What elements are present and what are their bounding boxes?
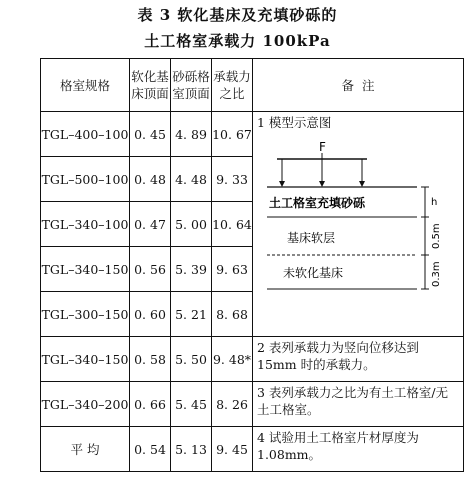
- cell-ratio: 9. 63: [212, 247, 253, 292]
- note-1: 1 模型示意图: [257, 115, 332, 130]
- note-3: 3 表列承载力之比为有土工格室/无土工格室。: [253, 382, 464, 427]
- table-row: [41, 382, 464, 427]
- table-title-line2: 土工格室承载力 100kPa: [144, 32, 331, 50]
- cell-gravel-cell: 5. 39: [171, 247, 212, 292]
- cell-soft-base: 0. 66: [130, 382, 171, 427]
- note-4: 4 试验用土工格室片材厚度为 1.08mm。: [253, 427, 464, 472]
- layer-soft-label: 基床软层: [287, 231, 336, 245]
- cell-gravel-cell: 5. 21: [171, 292, 212, 337]
- cell-spec: TGL–340–100: [41, 202, 130, 247]
- dim-05m-label: 0.5m: [431, 223, 442, 249]
- header-spec: 格室规格: [41, 59, 130, 112]
- cell-spec: TGL–400–100: [41, 112, 130, 157]
- cell-soft-base: 0. 47: [130, 202, 171, 247]
- cell-ratio: 10. 64: [212, 202, 253, 247]
- cell-ratio: 9. 48*: [212, 337, 253, 382]
- cell-soft-base: 0. 56: [130, 247, 171, 292]
- cell-spec: TGL–500–100: [41, 157, 130, 202]
- layer-unsoft-label: 未软化基床: [283, 266, 344, 280]
- cell-ratio: 9. 45: [212, 427, 253, 472]
- cell-ratio: 9. 33: [212, 157, 253, 202]
- table-row: [41, 112, 464, 157]
- table-row: [41, 337, 464, 382]
- header-soft-base: 软化基 床顶面: [130, 59, 171, 112]
- dim-h-label: h: [431, 197, 438, 208]
- table-title-line1: 表 3 软化基床及充填砂砾的: [137, 6, 338, 24]
- cell-soft-base: 0. 54: [130, 427, 171, 472]
- cell-gravel-cell: 5. 45: [171, 382, 212, 427]
- cell-spec: 平 均: [41, 427, 130, 472]
- header-remarks: 备 注: [253, 59, 464, 112]
- cell-gravel-cell: 5. 50: [171, 337, 212, 382]
- dim-bottom-label: 0.3m: [431, 261, 442, 287]
- note-diagram-cell: [253, 112, 464, 337]
- cell-soft-base: 0. 45: [130, 112, 171, 157]
- cell-ratio: 8. 68: [212, 292, 253, 337]
- data-table: [40, 58, 464, 472]
- cell-soft-base: 0. 58: [130, 337, 171, 382]
- table-row: [41, 427, 464, 472]
- header-gravel-cell: 砂砾格 室顶面: [171, 59, 212, 112]
- cell-soft-base: 0. 60: [130, 292, 171, 337]
- cell-spec: TGL–340–150: [41, 337, 130, 382]
- cell-ratio: 10. 67: [212, 112, 253, 157]
- cell-gravel-cell: 5. 00: [171, 202, 212, 247]
- cell-gravel-cell: 4. 48: [171, 157, 212, 202]
- cell-spec: TGL–300–150: [41, 292, 130, 337]
- cell-gravel-cell: 4. 89: [171, 112, 212, 157]
- cell-ratio: 8. 26: [212, 382, 253, 427]
- model-diagram: [257, 137, 447, 307]
- force-label: F: [319, 140, 326, 154]
- cell-spec: TGL–340–150: [41, 247, 130, 292]
- header-ratio: 承载力 之比: [212, 59, 253, 112]
- note-2: 2 表列承载力为竖向位移达到 15mm 时的承载力。: [253, 337, 464, 382]
- cell-spec: TGL–340–200: [41, 382, 130, 427]
- cell-soft-base: 0. 48: [130, 157, 171, 202]
- layer-gravel-label: 土工格室充填砂砾: [269, 196, 366, 210]
- cell-gravel-cell: 5. 13: [171, 427, 212, 472]
- header-row: [41, 59, 464, 112]
